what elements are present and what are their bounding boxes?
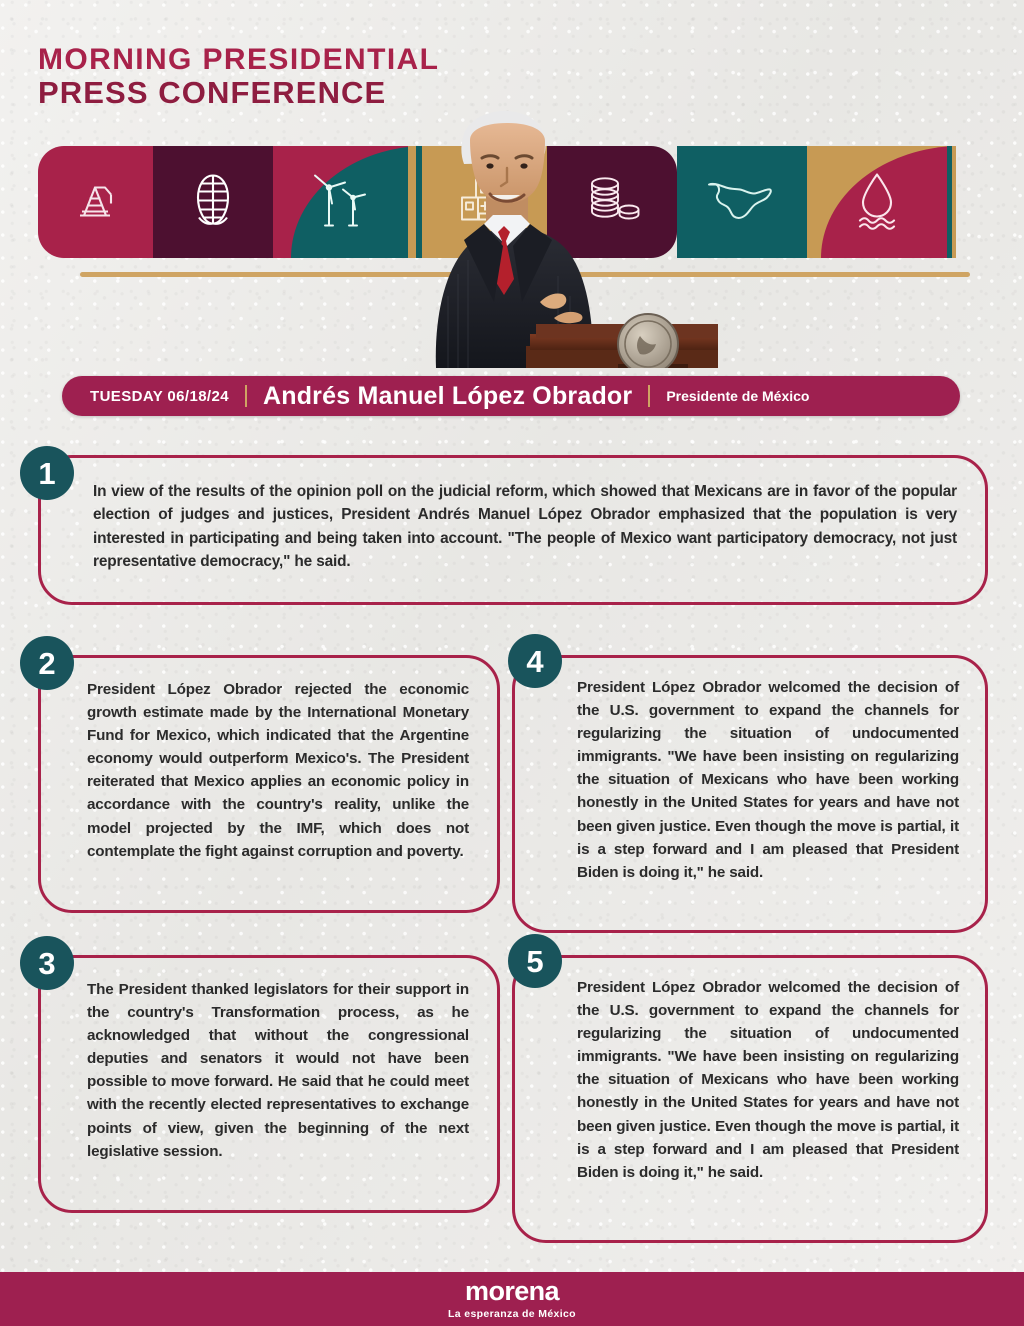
page-title [38,44,439,110]
status-badge: 3 [20,936,74,990]
water-drop-icon [852,169,902,236]
pill-divider [245,385,247,407]
highlight-card [38,455,988,605]
highlight-text: The President thanked legislators for their support in the country's Transformation process, as he acknowledged that without the congressional deputies and senators it would not have been possible to move forward. He said that he could meet with the recently elected representatives to exchange points of view, given the beginning of the next legislative session. [87,981,469,1160]
morena-tagline: La esperanza de México [448,1308,576,1320]
banner-segment-corn [153,146,273,258]
status-badge: 4 [508,634,562,688]
morena-logo: morena [465,1276,559,1306]
highlight-text: President López Obrador welcomed the decision of the U.S. government to expand the channels for regularizing the situation of undocumented immigrants. "We have been insisting on regularizing the situation of Mexicans who have been working honestly in the United States for years and have not been given justice. Even though the move is partial, it is a step forward and I am pleased that President Biden is doing it," he said. [577,679,959,881]
highlight-card [512,655,988,933]
speaker-role: Presidente de México [666,388,810,404]
page-title-line1: MORNING PRESIDENTIAL [38,43,440,76]
oil-derrick-icon [68,172,124,233]
speaker-name: Andrés Manuel López Obrador [262,381,633,410]
banner-segment-water [807,146,947,258]
status-badge: 5 [508,934,562,988]
banner-segment-oil [38,146,153,258]
status-badge: 1 [20,446,74,500]
highlight-text: President López Obrador welcomed the decision of the U.S. government to expand the channels for regularizing the situation of undocumented immigrants. "We have been insisting on regularizing the situation of Mexicans who have been working honestly in the United States for years and have not been given justice. Even though the move is partial, it is a step forward and I am pleased that President Biden is doing it," he said. [577,979,959,1181]
speaker-banner [62,376,960,416]
highlight-text: In view of the results of the opinion poll on the judicial reform, which showed that Mexicans are in favor of the popular election of judges and justices, President Andrés Manuel López Obrador emphasized that the population is very interested in participating and being taken into account. "The people of Mexico want participatory democracy, not just representative democracy," he said. [93,483,957,571]
page-title-line2: PRESS CONFERENCE [38,75,387,111]
president-photo [318,96,718,368]
banner-edge-gold [952,146,956,258]
highlight-text: President López Obrador rejected the economic growth estimate made by the International Monetary Fund for Mexico, which indicated that the Argentine economy would outperform Mexico's. The President reiterated that Mexico applies an economic policy in accordance with the country's reality, unlike the model projected by the IMF, which does not contemplate the fight against corruption and poverty. [87,681,469,860]
highlight-card [38,955,500,1213]
conference-date: TUESDAY 06/18/24 [90,387,229,405]
highlight-card [38,655,500,913]
corn-icon [187,170,239,235]
pill-divider [648,385,650,407]
status-badge: 2 [20,636,74,690]
highlight-card [512,955,988,1243]
footer-bar [0,1272,1024,1326]
